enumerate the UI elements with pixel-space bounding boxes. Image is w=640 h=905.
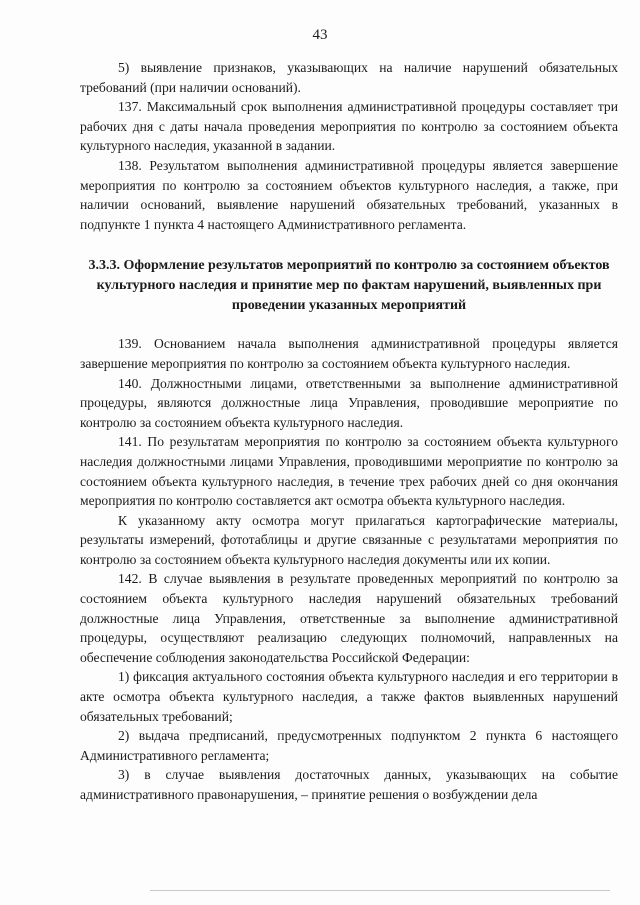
section-heading: 3.3.3. Оформление результатов мероприятий по контролю за состоянием объектов культурного наследия и принятие мер по фактам нарушений, выявленных при проведении указанных мероприятий bbox=[88, 258, 610, 314]
paragraph-139: 139. Основанием начала выполнения административной процедуры является завершение мероприятия по контролю за состоянием объекта культурного наследия. bbox=[80, 336, 618, 371]
paragraph-142-item-2: 2) выдача предписаний, предусмотренных подпунктом 2 пункта 6 настоящего Административного регламента; bbox=[80, 728, 618, 763]
paragraph-140: 140. Должностными лицами, ответственными за выполнение административной процедуры, являются должностные лица Управления, проводившие мероприятие по контролю за состоянием объекта культурного наследия. bbox=[80, 375, 618, 430]
paragraph-138: 138. Результатом выполнения административной процедуры является завершение мероприятия по контролю за состоянием объектов культурного наследия, а также, при наличии оснований, выявление нарушений обязательных требований, указанных в подпункте 1 пункта 4 настоящего Административного регламента. bbox=[80, 157, 618, 232]
paragraph-141-attachments: К указанному акту осмотра могут прилагаться картографические материалы, результаты измерений, фототаблицы и другие связанные с результатами мероприятия по контролю за состоянием объекта культурного наследия документы или их копии. bbox=[80, 512, 618, 567]
footer-divider bbox=[150, 890, 610, 891]
paragraph-item-5: 5) выявление признаков, указывающих на наличие нарушений обязательных требований (при наличии оснований). bbox=[80, 60, 618, 95]
paragraph-141: 141. По результатам мероприятия по контролю за состоянием объекта культурного наследия должностными лицами Управления, проводившими мероприятие по контролю за состоянием объекта культурного наследия, в течение трех рабочих дней со дня окончания мероприятия по контролю составляется акт осмотра объекта культурного наследия. bbox=[80, 434, 618, 509]
paragraph-137: 137. Максимальный срок выполнения административной процедуры составляет три рабочих дня с даты начала проведения мероприятия по контролю за состоянием объекта культурного наследия, указанной в задании. bbox=[80, 99, 618, 154]
paragraph-142-item-1: 1) фиксация актуального состояния объекта культурного наследия и его территории в акте осмотра объекта культурного наследия, а также фактов выявленных нарушений обязательных требований; bbox=[80, 669, 618, 724]
paragraph-142: 142. В случае выявления в результате проведенных мероприятий по контролю за состоянием объекта культурного наследия нарушений обязательных требований должностные лица Управления, ответственные за выполнение административной процедуры, осуществляют реализацию следующих полномочий, направленных на обеспечение соблюдения законодательства Российской Федерации: bbox=[80, 571, 618, 665]
page-number: 43 bbox=[312, 27, 328, 43]
document-body bbox=[80, 58, 618, 805]
paragraph-142-item-3: 3) в случае выявления достаточных данных, указывающих на событие административного правонарушения, – принятие решения о возбуждении дела bbox=[80, 767, 618, 802]
